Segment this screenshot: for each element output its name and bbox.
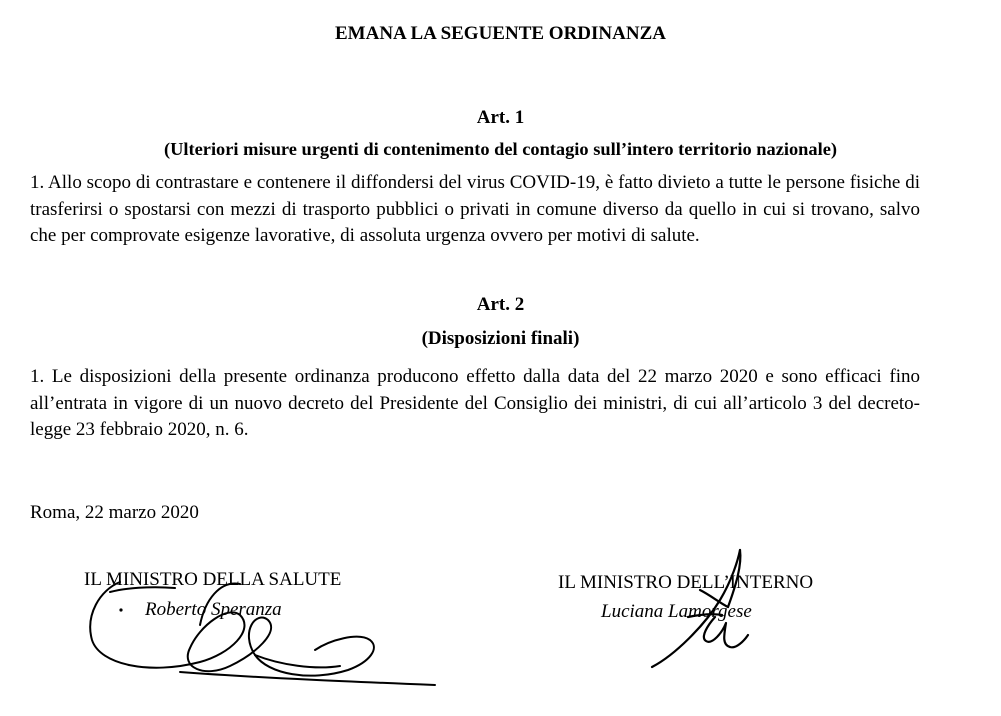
signatory-1-title: IL MINISTRO DELLA SALUTE — [84, 569, 342, 590]
signature-2-handwriting — [640, 545, 760, 675]
main-title: EMANA LA SEGUENTE ORDINANZA — [335, 23, 666, 44]
signatory-1-name: Roberto Speranza — [145, 599, 282, 620]
signature-1-handwriting — [80, 570, 450, 710]
article-2-number: Art. 2 — [476, 294, 525, 315]
article-2-subtitle: (Disposizioni finali) — [421, 328, 580, 349]
article-1-text: 1. Allo scopo di contrastare e contenere il diffondersi del virus COVID-19, è fatto divieto a tutte le persone fisiche di trasferirsi o spostarsi con mezzi di trasporto pubblici o privati in comune diverso da quello in cui si trovano, salvo che per comprovate esigenze lavorative, di assoluta urgenza ovvero per motivi di salute. — [30, 172, 920, 246]
place-date: Roma, 22 marzo 2020 — [30, 502, 199, 523]
signatory-2-title: IL MINISTRO DELL’INTERNO — [558, 572, 814, 593]
article-2-text: 1. Le disposizioni della presente ordinanza producono effetto dalla data del 22 marzo 2020 e sono efficaci fino all’entrata in vigore di un nuovo decreto del Presidente del Consiglio dei ministri, di cui all’articolo 3 del decreto-legge 23 febbraio 2020, n. 6. — [30, 366, 920, 440]
article-1-subtitle: (Ulteriori misure urgenti di contenimento del contagio sull’intero territorio nazionale) — [163, 139, 838, 159]
signatory-2-name: Luciana Lamorgese — [601, 601, 752, 622]
article-1-number: Art. 1 — [476, 107, 525, 128]
